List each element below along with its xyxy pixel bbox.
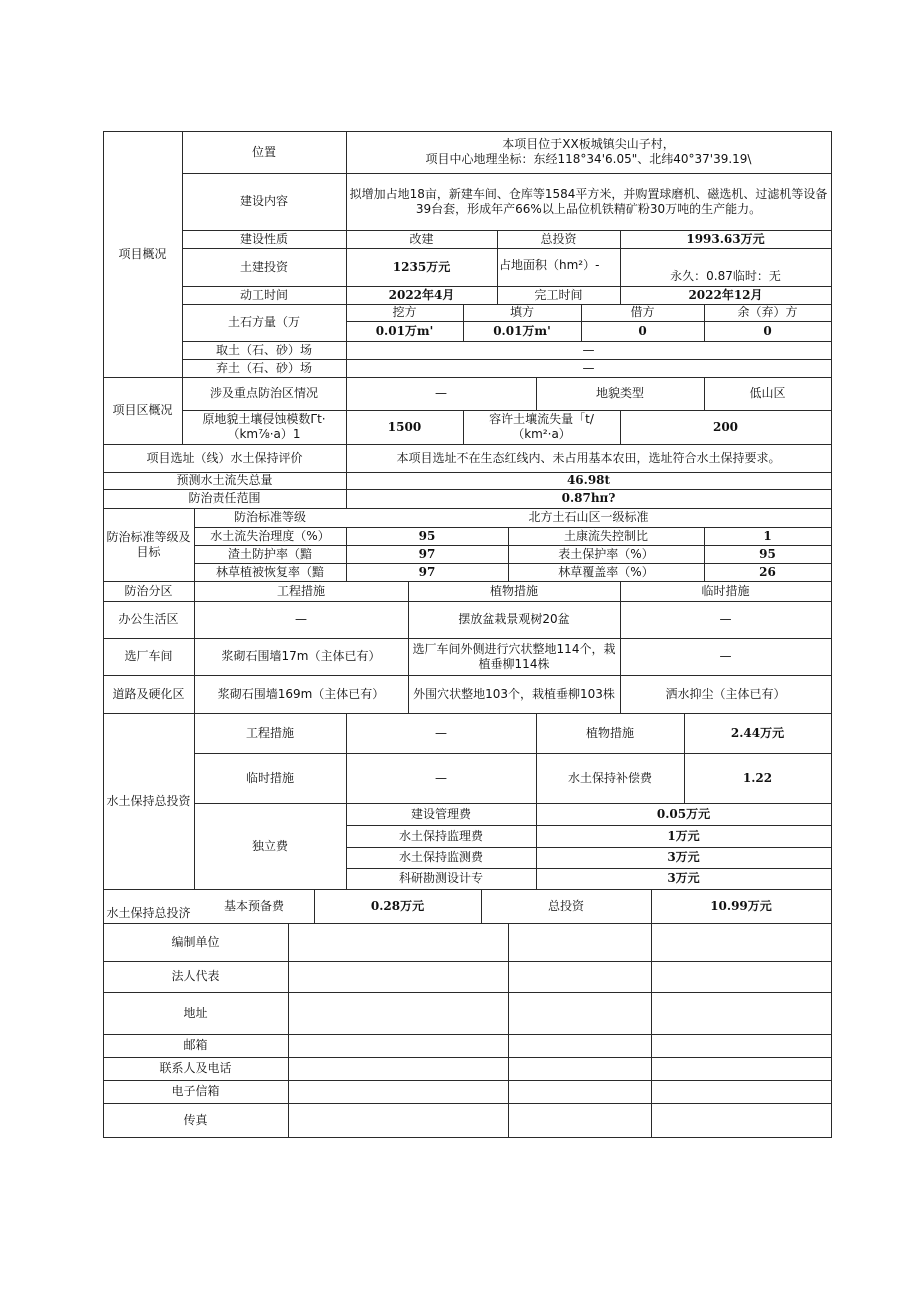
responsibility-scope-value: 0.87hπ?: [561, 491, 616, 505]
target-label: 土康流失控制比: [563, 528, 648, 543]
responsibility-scope-label: 防治责任范围: [188, 491, 261, 505]
inv-plant-label: 植物措施: [585, 725, 634, 740]
earthwork-value-cut: 0.01万m': [375, 323, 434, 338]
location-line-1: 本项目位于XX板城镇尖山子村，: [502, 137, 675, 151]
end-time-label: 完工时间: [534, 287, 583, 302]
landform-label: 地貌类型: [595, 386, 644, 400]
zone-engineering: 浆砌石围墙169m（主体已有）: [217, 686, 385, 701]
section-area-overview: 项目区概况: [112, 403, 173, 417]
inv-temporary-label: 临时措施: [245, 770, 294, 785]
section-project-overview: 项目概况: [118, 246, 167, 261]
spoil-site-value: —: [582, 360, 595, 375]
zone-engineering: 浆砌石围墙17m（主体已有）: [221, 649, 381, 663]
key-zone-label: 涉及重点防治区情况: [209, 386, 318, 400]
earthwork-label: 土石方量（万: [227, 315, 300, 329]
inv-compensation-label: 水土保持补偿费: [567, 770, 652, 785]
construction-nature-value: 改建: [409, 231, 434, 246]
start-time-value: 2022年4月: [388, 287, 455, 302]
measures-head-temporary: 临时措施: [701, 583, 750, 598]
section-investment: 水土保持总投资: [106, 793, 191, 808]
grand-total-value: 10.99万元: [710, 898, 772, 913]
zone-plant: 外围穴状整地103个，栽植垂柳103株: [413, 686, 615, 701]
total-investment-value: 1993.63万元: [686, 231, 765, 246]
predicted-loss-value: 46.98t: [566, 473, 611, 487]
inv-plant-value: 2.44万元: [730, 725, 785, 740]
erosion-modulus-value: 1500: [387, 419, 422, 434]
measures-head-engineering: 工程措施: [276, 583, 325, 598]
zone-plant: 摆放盆栽景观树20盆: [458, 612, 570, 626]
landform-value: 低山区: [749, 386, 786, 400]
zone-name: 选厂车间: [124, 649, 173, 663]
allowable-loss-value: 200: [712, 419, 739, 434]
indep-item-label: 水土保持监理费: [398, 828, 483, 843]
target-label: 表土保护率（%）: [558, 546, 654, 561]
indep-item-value: 0.05万元: [656, 806, 711, 821]
reserve-fee-label: 基本预备费: [223, 898, 284, 913]
target-value: 95: [759, 546, 776, 561]
predicted-loss-label: 预测水土流失总量: [176, 473, 273, 487]
indep-item-value: 3万元: [667, 850, 700, 864]
construction-nature-label: 建设性质: [239, 231, 288, 246]
reserve-fee-value: 0.28万元: [370, 898, 425, 913]
land-area-label: 占地面积（hm²）-: [499, 258, 600, 272]
contact-label: 联系人及电话: [159, 1061, 232, 1075]
measures-head-plant: 植物措施: [489, 583, 538, 598]
erosion-modulus-label: 原地貌土壤侵蚀模数Γt·（km⅞·a）1: [202, 412, 326, 441]
siting-label: 项目选址（线）水土保持评价: [146, 450, 303, 465]
earthwork-head-borrow: 借方: [630, 305, 655, 319]
target-value: 95: [418, 528, 436, 543]
spoil-site-label: 弃土（石、砂）场: [215, 360, 312, 375]
zone-name: 道路及硬化区: [112, 686, 185, 701]
zone-temporary: 洒水抑尘（主体已有）: [665, 686, 786, 701]
inv-engineering-label: 工程措施: [245, 725, 294, 740]
target-label: 林草覆盖率（%）: [558, 564, 654, 579]
target-label: 水土流失治理度（%）: [210, 528, 330, 543]
indep-item-value: 1万元: [667, 828, 700, 843]
indep-item-label: 水土保持监测费: [398, 850, 483, 864]
contact-label: 邮箱: [183, 1038, 208, 1052]
land-area-value: 永久：0.87临时：无: [670, 269, 781, 283]
earthwork-value-fill: 0.01万m': [493, 323, 551, 338]
earthwork-head-spoil: 余（弃）方: [737, 305, 798, 319]
target-label: 林草植被恢复率（黯: [215, 564, 324, 579]
location-value: [346, 131, 831, 173]
earthwork-value-spoil: 0: [763, 323, 772, 338]
grand-total-label: 总投资: [547, 898, 584, 913]
contact-label: 法人代表: [171, 969, 220, 983]
civil-investment-value: 1235万元: [392, 259, 451, 274]
zone-engineering: —: [295, 612, 307, 626]
indep-item-label: 建设管理费: [410, 806, 471, 821]
indep-item-label: 科研勘测设计专: [398, 871, 483, 885]
indep-item-value: 3万元: [667, 871, 700, 885]
target-label: 渣土防护率（黯: [227, 546, 312, 561]
start-time-label: 动工时间: [239, 287, 288, 302]
end-time-value: 2022年12月: [688, 287, 763, 302]
contact-label: 编制单位: [171, 934, 220, 949]
zone-temporary: —: [719, 612, 732, 626]
inv-independent-label: 独立费: [251, 838, 288, 853]
target-value: 97: [418, 564, 436, 579]
target-value: 1: [763, 528, 772, 543]
earthwork-head-fill: 填方: [509, 305, 534, 319]
total-investment-label: 总投资: [540, 231, 577, 246]
contact-label: 地址: [183, 1005, 208, 1020]
siting-value: 本项目选址不在生态红线内、未占用基本农田，选址符合水土保持要求。: [396, 450, 781, 465]
target-value: 26: [759, 564, 776, 579]
earthwork-head-cut: 挖方: [392, 305, 417, 319]
construction-content-value: 拟增加占地18亩，新建车间、仓库等1584平方米，并购置球磨机、磁选机、过滤机等设备39台套，形成年产66%以上品位机铁精矿粉30万吨的生产能力。: [349, 186, 828, 216]
measures-head-zone: 防治分区: [124, 583, 173, 598]
section-investment-total: 水土保持总投济: [106, 906, 191, 920]
civil-investment-label: 土建投资: [239, 259, 288, 274]
zone-temporary: —: [719, 649, 732, 663]
location-label: 位置: [251, 144, 276, 159]
borrow-site-value: —: [582, 342, 595, 357]
section-standard: 防治标准等级及目标: [106, 529, 191, 559]
earthwork-value-borrow: 0: [638, 323, 647, 338]
zone-name: 办公生活区: [118, 612, 179, 626]
contact-label: 传真: [183, 1112, 208, 1127]
standard-level-value: 北方土石山区一级标准: [528, 510, 649, 524]
location-line-2: 项目中心地理坐标：东经118°34'6.05"、北纬40°37'39.19\: [425, 152, 752, 166]
contact-label: 电子信箱: [171, 1084, 220, 1098]
construction-content-label: 建设内容: [239, 194, 288, 208]
inv-compensation-value: 1.22: [742, 770, 773, 785]
target-value: 97: [418, 546, 436, 561]
allowable-loss-label: 容许土壤流失量「t/（km²·a）: [489, 412, 594, 441]
borrow-site-label: 取土（石、砂）场: [215, 342, 312, 357]
key-zone-value: —: [435, 386, 447, 400]
standard-level-label: 防治标准等级: [233, 510, 306, 524]
inv-temporary-value: —: [435, 770, 447, 785]
inv-engineering-value: —: [435, 725, 447, 740]
zone-plant: 选厂车间外侧进行穴状整地114个，栽植垂柳114株: [412, 641, 616, 671]
